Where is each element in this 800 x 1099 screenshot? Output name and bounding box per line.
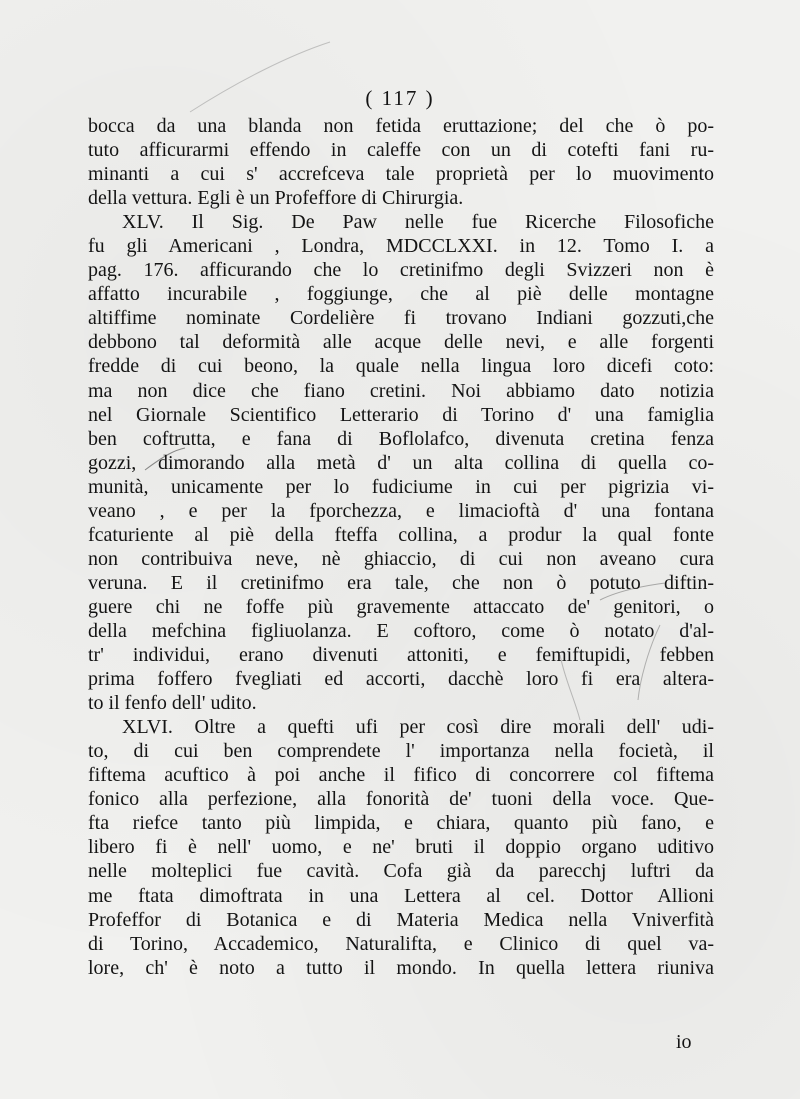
text-line: fiftema acuftico à poi anche il fifico di concorrere col fiftema — [88, 764, 714, 787]
text-line: bocca da una blanda non fetida eruttazione; del che ò po- — [88, 115, 714, 137]
text-line: tuto afficurarmi effendo in caleffe con un di cotefti fani ru- — [88, 139, 714, 162]
text-line: altiffime nominate Cordelière fi trovano Indiani gozzuti,che — [88, 307, 714, 330]
text-line: libero fi è nell' uomo, e ne' bruti il doppio organo uditivo — [88, 836, 714, 859]
catchword: io — [676, 1031, 692, 1053]
text-line: fta riefce tanto più limpida, e chiara, quanto più fano, e — [88, 812, 714, 835]
text-line: lore, ch' è noto a tutto il mondo. In quella lettera riuniva — [88, 956, 714, 979]
text-line: di Torino, Accademico, Naturalifta, e Clinico di quel va- — [88, 932, 714, 955]
text-line: to il fenfo dell' udito. — [88, 692, 257, 715]
page-body-text — [88, 114, 714, 980]
text-line: munità, unicamente per lo fudiciume in cui per pigrizia vi- — [88, 475, 714, 498]
text-line: prima foffero fvegliati ed accorti, dacchè loro fi era altera- — [88, 668, 714, 691]
section-heading-line: XLVI. Oltre a quefti ufi per così dire morali dell' udi- — [122, 716, 714, 739]
text-line: nel Giornale Scientifico Letterario di Torino d' una famiglia — [88, 403, 714, 426]
text-line: ma non dice che fiano cretini. Noi abbiamo dato notizia — [88, 379, 714, 402]
page-number: ( 117 ) — [365, 86, 435, 110]
text-line: to, di cui ben comprendete l' importanza nella focietà, il — [88, 740, 714, 763]
text-line: tr' individui, erano divenuti attoniti, e femiftupidi, febben — [88, 644, 714, 667]
text-line: minanti a cui s' accrefceva tale proprietà per lo muovimento — [88, 163, 714, 186]
text-line: Profeffor di Botanica e di Materia Medica nella Vniverfità — [88, 908, 714, 931]
text-line: me ftata dimoftrata in una Lettera al cel. Dottor Allioni — [88, 884, 714, 907]
text-line: nelle molteplici fue cavità. Cofa già da parecchj luftri da — [88, 860, 714, 883]
text-line: veano , e per la fporchezza, e limacioftà d' una fontana — [88, 499, 714, 522]
text-line: fu gli Americani , Londra, MDCCLXXI. in 12. Tomo I. a — [88, 235, 714, 258]
text-line: della mefchina figliuolanza. E coftoro, come ò notato d'al- — [88, 619, 714, 642]
text-line: gozzi, dimorando alla metà d' un alta collina di quella co- — [88, 451, 714, 474]
text-line: della vettura. Egli è un Profeffore di Chirurgia. — [88, 187, 464, 210]
text-line: fredde di cui beono, la quale nella lingua loro dicefi coto: — [88, 355, 714, 378]
text-line: guere chi ne foffe più gravemente attaccato de' genitori, o — [88, 595, 714, 618]
text-line: debbono tal deformità alle acque delle nevi, e alle forgenti — [88, 331, 714, 354]
section-heading-line: XLV. Il Sig. De Paw nelle fue Ricerche Filosofiche — [122, 211, 714, 234]
text-line: ben coftrutta, e fana di Boflolafco, divenuta cretina fenza — [88, 427, 714, 450]
text-line: non contribuiva neve, nè ghiaccio, di cui non aveano cura — [88, 547, 714, 570]
text-line: veruna. E il cretinifmo era tale, che non ò potuto diftin- — [88, 571, 714, 594]
text-line: affatto incurabile , foggiunge, che al piè delle montagne — [88, 283, 714, 306]
text-line: fonico alla perfezione, alla fonorità de' tuoni della voce. Que- — [88, 788, 714, 811]
text-line: pag. 176. afficurando che lo cretinifmo degli Svizzeri non è — [88, 259, 714, 282]
text-line: fcaturiente al piè della fteffa collina, a produr la qual fonte — [88, 523, 714, 546]
